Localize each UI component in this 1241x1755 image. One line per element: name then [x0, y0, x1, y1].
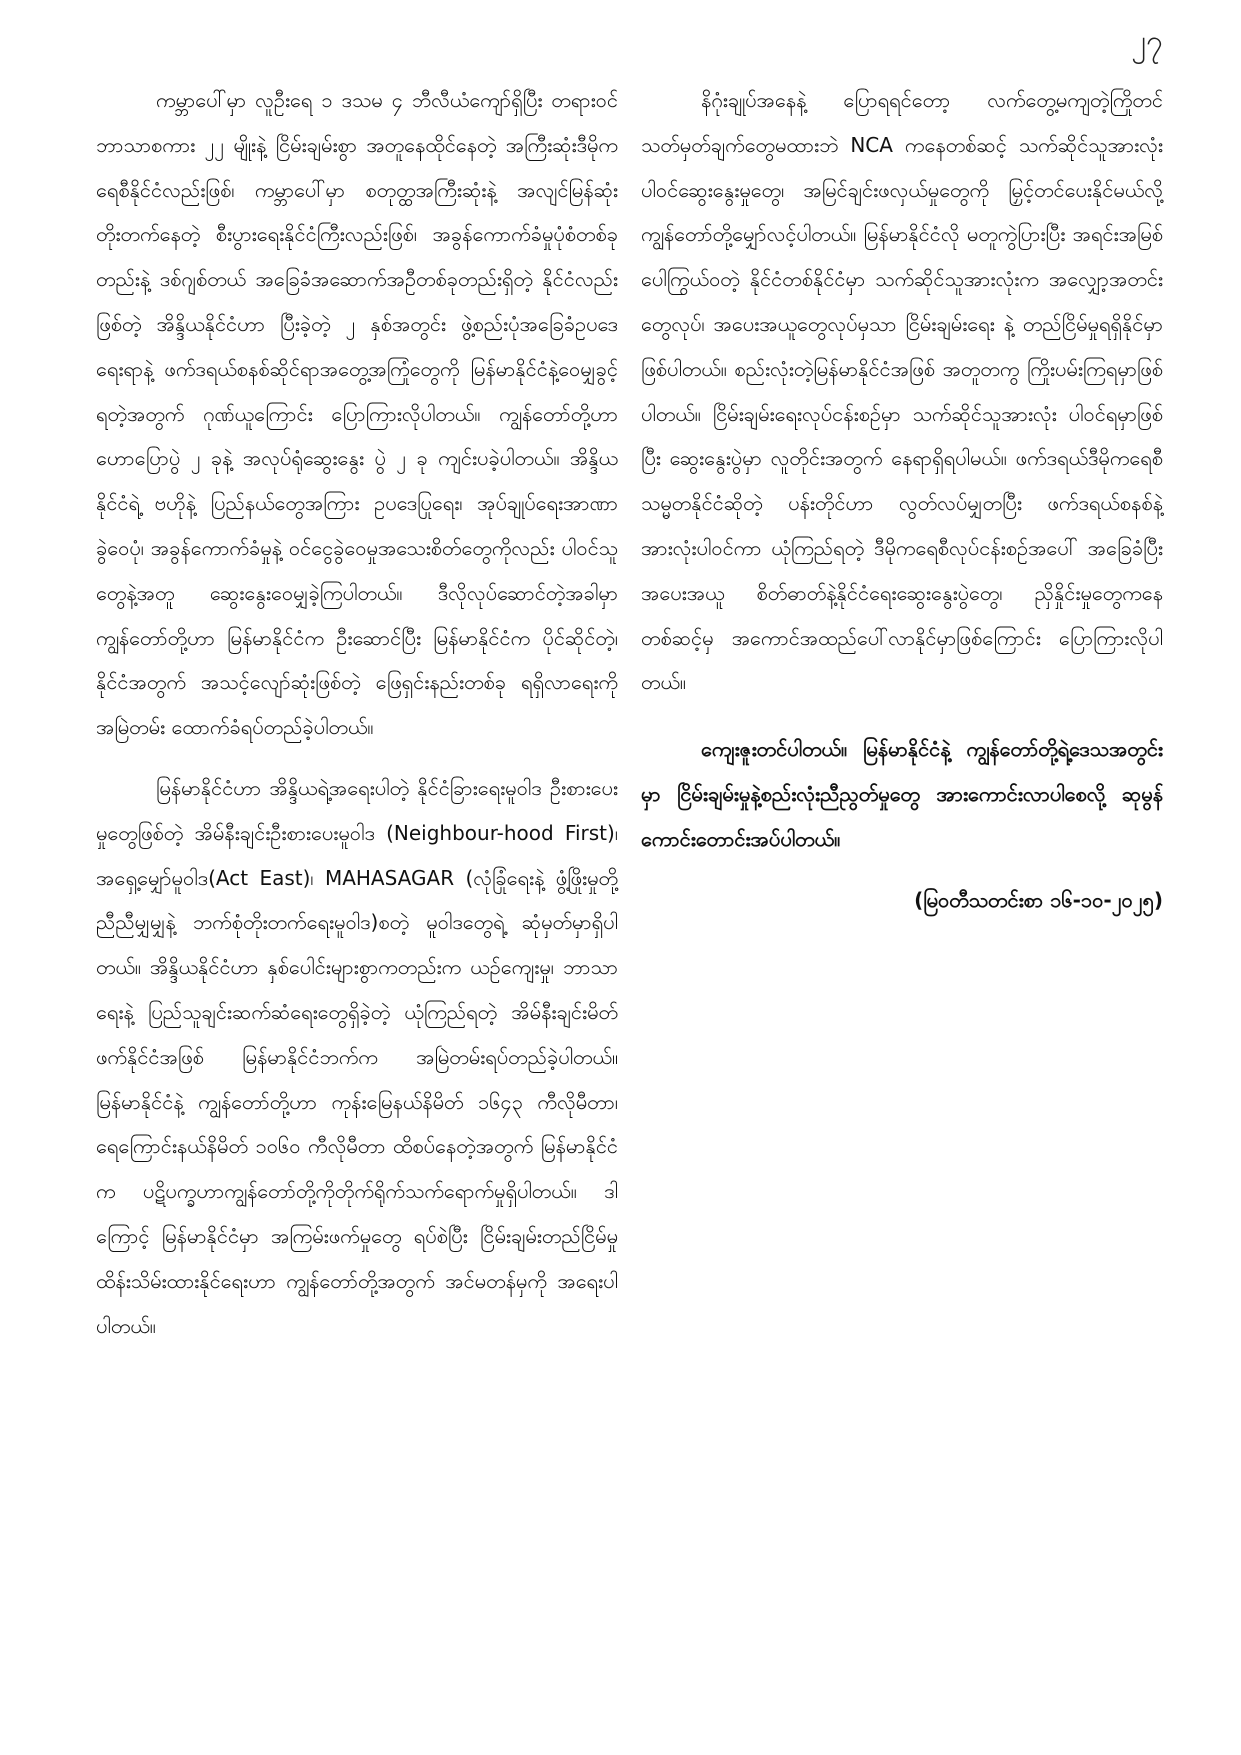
right-paragraph-1: နိဂုံးချုပ်အနေနဲ့ ပြောရရင်တော့ လက်တွေ့မကျတဲ့ကြိုတင်သတ်မှတ်ချက်တွေမထားဘဲ NCA ကနေတစ်ဆင့် သက်ဆိုင်သူအားလုံး ပါဝင်ဆွေးနွေးမှုတွေ၊ အမြင်ချင်းဖလှယ်မှုတွေကို မြှင့်တင်ပေးနိုင်မယ်လို့ ကျွန်တော်တို့မျှော်လင့်ပါတယ်။ မြန်မာနိုင်ငံလို မတူကွဲပြားပြီး အရင်းအမြစ်ပေါကြွယ်ဝတဲ့ နိုင်ငံတစ်နိုင်ငံမှာ သက်ဆိုင်သူအားလုံးက အလျှော့အတင်းတွေလုပ်၊ အပေးအယူတွေလုပ်မှသာ ငြိမ်းချမ်းရေး နဲ့ တည်ငြိမ်မှုရရှိနိုင်မှာ ဖြစ်ပါတယ်။ စည်းလုံးတဲ့မြန်မာနိုင်ငံအဖြစ် အတူတကွ ကြိုးပမ်းကြရမှာဖြစ်ပါတယ်။ ငြိမ်းချမ်းရေးလုပ်ငန်းစဉ်မှာ သက်ဆိုင်သူအားလုံး ပါဝင်ရမှာဖြစ်ပြီး ဆွေးနွေးပွဲမှာ လူတိုင်းအတွက် နေရာရှိရပါမယ်။ ဖက်ဒရယ်ဒီမိုကရေစီသမ္မတနိုင်ငံဆိုတဲ့ ပန်းတိုင်ဟာ လွတ်လပ်မျှတပြီး ဖက်ဒရယ်စနစ်နဲ့ အားလုံးပါဝင်ကာ ယုံကြည်ရတဲ့ ဒီမိုကရေစီလုပ်ငန်းစဉ်အပေါ် အခြေခံပြီး အပေးအယူ စိတ်ဓာတ်နဲ့နိုင်ငံရေးဆွေးနွေးပွဲတွေ၊ ညှိနှိုင်းမှုတွေကနေတစ်ဆင့်မှ အကောင်အထည်ပေါ်လာနိုင်မှာဖြစ်ကြောင်း ပြောကြားလိုပါတယ်။ — [641, 88, 1163, 695]
closing-statement: ကျေးဇူးတင်ပါတယ်။ မြန်မာနိုင်ငံနဲ့ ကျွန်တော်တို့ရဲ့ဒေသအတွင်းမှာ ငြိမ်းချမ်းမှုနဲ့စည်းလုံးညီညွတ်မှုတွေ အားကောင်းလာပါစေလို့ ဆုမွန်ကောင်းတောင်းအပ်ပါတယ်။ — [641, 737, 1163, 851]
right-column — [641, 78, 1163, 922]
source-citation: (မြဝတီသတင်းစာ ၁၆-၁၀-၂၀၂၅) — [914, 887, 1163, 912]
left-column — [96, 78, 618, 1348]
left-paragraph-2: မြန်မာနိုင်ငံဟာ အိန္ဒိယရဲ့အရေးပါတဲ့ နိုင်ငံခြားရေးမူဝါဒ ဦးစားပေးမှုတွေဖြစ်တဲ့ အိမ်နီးချင်းဦးစားပေးမူဝါဒ (Neighbour-hood First)၊ အရှေ့မျှော်မူဝါဒ(Act East)၊ MAHASAGAR (လုံခြုံရေးနဲ့ ဖွံ့ဖြိုးမှုတို့ ညီညီမျှမျှနဲ့ ဘက်စုံတိုးတက်ရေးမူဝါဒ)စတဲ့ မူဝါဒတွေရဲ့ ဆုံမှတ်မှာရှိပါတယ်။ အိန္ဒိယနိုင်ငံဟာ နှစ်ပေါင်းများစွာကတည်းက ယဉ်ကျေးမှု၊ ဘာသာရေးနဲ့ ပြည်သူချင်းဆက်ဆံရေးတွေရှိခဲ့တဲ့ ယုံကြည်ရတဲ့ အိမ်နီးချင်းမိတ်ဖက်နိုင်ငံအဖြစ် မြန်မာနိုင်ငံဘက်က အမြဲတမ်းရပ်တည်ခဲ့ပါတယ်။ မြန်မာနိုင်ငံနဲ့ ကျွန်တော်တို့ဟာ ကုန်းမြေနယ်နိမိတ် ၁၆၄၃ ကီလိုမီတာ၊ ရေကြောင်းနယ်နိမိတ် ၁၀၆၀ ကီလိုမီတာ ထိစပ်နေတဲ့အတွက် မြန်မာနိုင်ငံက ပဋိပက္ခဟာကျွန်တော်တို့ကိုတိုက်ရိုက်သက်ရောက်မှုရှိပါတယ်။ ဒါကြောင့် မြန်မာနိုင်ငံမှာ အကြမ်းဖက်မှုတွေ ရပ်စဲပြီး ငြိမ်းချမ်းတည်ငြိမ်မှု ထိန်းသိမ်းထားနိုင်ရေးဟာ ကျွန်တော်တို့အတွက် အင်မတန်မှကို အရေးပါပါတယ်။ — [96, 775, 618, 1338]
left-paragraph-1: ကမ္ဘာပေါ်မှာ လူဦးရေ ၁ ဒသမ ၄ ဘီလီယံကျော်ရှိပြီး တရားဝင်ဘာသာစကား ၂၂ မျိုးနဲ့ ငြိမ်းချမ်းစွာ အတူနေထိုင်နေတဲ့ အကြီးဆုံးဒီမိုကရေစီနိုင်ငံလည်းဖြစ်၊ ကမ္ဘာပေါ်မှာ စတုတ္ထအကြီးဆုံးနဲ့ အလျင်မြန်ဆုံးတိုးတက်နေတဲ့ စီးပွားရေးနိုင်ငံကြီးလည်းဖြစ်၊ အခွန်ကောက်ခံမှုပုံစံတစ်ခုတည်းနဲ့ ဒစ်ဂျစ်တယ် အခြေခံအဆောက်အဦတစ်ခုတည်းရှိတဲ့ နိုင်ငံလည်းဖြစ်တဲ့ အိန္ဒိယနိုင်ငံဟာ ပြီးခဲ့တဲ့ ၂ နှစ်အတွင်း ဖွဲ့စည်းပုံအခြေခံဥပဒေရေးရာနဲ့ ဖက်ဒရယ်စနစ်ဆိုင်ရာအတွေ့အကြုံတွေကို မြန်မာနိုင်ငံနဲ့ဝေမျှခွင့်ရတဲ့အတွက် ဂုဏ်ယူကြောင်း ပြောကြားလိုပါတယ်။ ကျွန်တော်တို့ဟာ ဟောပြောပွဲ ၂ ခုနဲ့ အလုပ်ရုံဆွေးနွေး ပွဲ ၂ ခု ကျင်းပခဲ့ပါတယ်။ အိန္ဒိယနိုင်ငံရဲ့ ဗဟိုနဲ့ ပြည်နယ်တွေအကြား ဥပဒေပြုရေး၊ အုပ်ချုပ်ရေးအာဏာခွဲဝေပုံ၊ အခွန်ကောက်ခံမှုနဲ့ ဝင်ငွေခွဲဝေမှုအသေးစိတ်တွေကိုလည်း ပါဝင်သူတွေနဲ့အတူ ဆွေးနွေးဝေမျှခဲ့ကြပါတယ်။ ဒီလိုလုပ်ဆောင်တဲ့အခါမှာ ကျွန်တော်တို့ဟာ မြန်မာနိုင်ငံက ဦးဆောင်ပြီး မြန်မာနိုင်ငံက ပိုင်ဆိုင်တဲ့၊ နိုင်ငံအတွက် အသင့်လျော်ဆုံးဖြစ်တဲ့ ဖြေရှင်းနည်းတစ်ခု ရရှိလာရေးကို အမြဲတမ်း ထောက်ခံရပ်တည်ခဲ့ပါတယ်။ — [96, 88, 618, 740]
page-number: ၂၇ — [1131, 24, 1163, 59]
